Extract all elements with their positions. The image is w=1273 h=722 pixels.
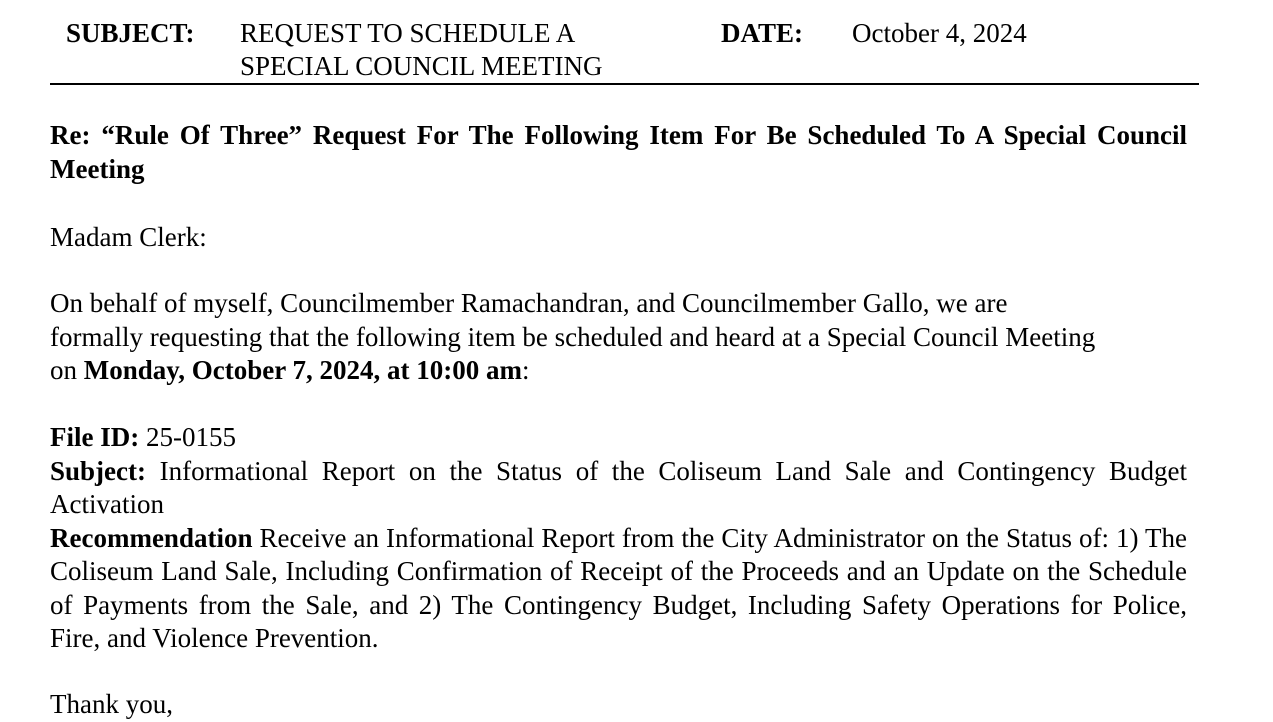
agenda-item (50, 421, 1187, 656)
request-line-3-suffix: : (521, 355, 530, 385)
recommendation-value: Receive an Informational Report from the City Administrator on the Status of: 1) The Coliseum Land Sale, Including Confirmation of Receipt of the Proceeds and an Update on the Schedule of Payments from the Sale, and 2) The Contingency Budget, Including Safety Operations for Police, Fire, and Violence Prevention. (50, 522, 1187, 653)
file-id-value: 25-0155 (139, 422, 236, 452)
subject-label: SUBJECT: (66, 18, 195, 48)
request-line-1: On behalf of myself, Councilmember Ramachandran, and Councilmember Gallo, we are (50, 288, 1008, 318)
salutation: Madam Clerk: (50, 222, 207, 252)
request-line-3-prefix: on (50, 355, 84, 385)
file-id-row (50, 421, 1187, 455)
subject-value (240, 17, 602, 83)
meeting-datetime: Monday, October 7, 2024, at 10:00 am (83, 355, 522, 385)
re-heading: Re: “Rule Of Three” Request For The Following Item For Be Scheduled To A Special Council Meeting (50, 120, 1187, 184)
request-line-3 (50, 354, 1187, 388)
closing: Thank you, (50, 689, 173, 719)
subject-line-2: SPECIAL COUNCIL MEETING (240, 51, 603, 81)
request-line-2: formally requesting that the following item be scheduled and heard at a Special Council Meeting (50, 321, 1096, 352)
recommendation-label: Recommendation (50, 522, 253, 553)
item-subject-value: Informational Report on the Status of the Coliseum Land Sale and Contingency Budget Activation (50, 455, 1187, 519)
recommendation-row (50, 522, 1187, 656)
header-divider (50, 83, 1199, 85)
request-paragraph (50, 287, 1187, 388)
item-subject-label: Subject: (50, 455, 146, 486)
subject-line-1: REQUEST TO SCHEDULE A (240, 18, 576, 48)
item-subject-row (50, 455, 1187, 522)
date-label: DATE: (721, 18, 804, 48)
date-value: October 4, 2024 (852, 18, 1027, 48)
file-id-label: File ID: (50, 422, 140, 452)
